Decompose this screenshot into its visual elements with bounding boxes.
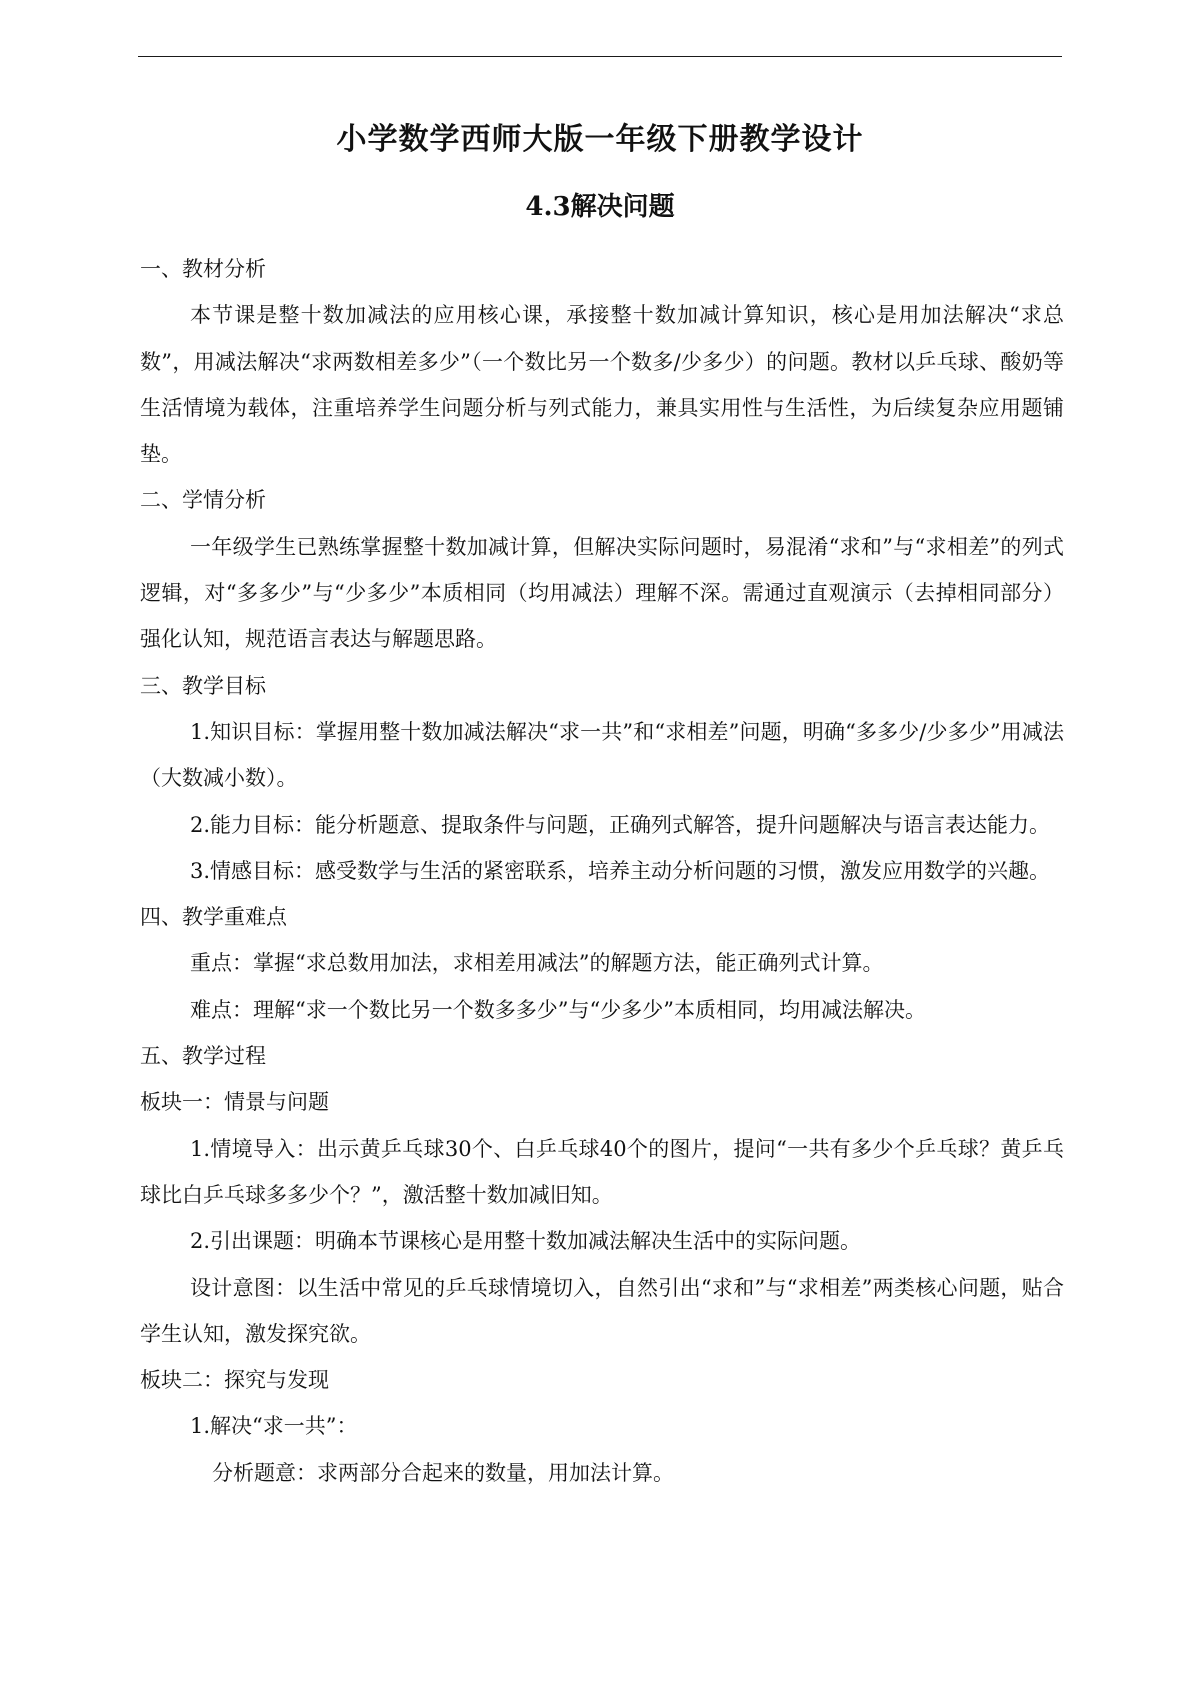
section-heading: 二、学情分析 — [140, 488, 266, 513]
section-heading: 四、教学重难点 — [140, 905, 287, 930]
paragraph: 1.情境导入：出示黄乒乓球30个、白乒乓球40个的图片，提问“一共有多少个乒乓球？黄乒乓球比白乒乓球多多少个？”，激活整十数加减旧知。 — [140, 1136, 1064, 1207]
paragraph: 分析题意：求两部分合起来的数量，用加法计算。 — [212, 1460, 674, 1485]
paragraph: 本节课是整十数加减法的应用核心课，承接整十数加减计算知识，核心是用加法解决“求总数”，用减法解决“求两数相差多少”（一个数比另一个数多/少多少）的问题。教材以乒乓球、酸奶等生活情境为载体，注重培养学生问题分析与列式能力，兼具实用性与生活性，为后续复杂应用题铺垫。 — [140, 303, 1064, 467]
paragraph: 2.引出课题：明确本节课核心是用整十数加减法解决生活中的实际问题。 — [190, 1229, 862, 1254]
section-heading: 三、教学目标 — [140, 673, 266, 698]
paragraph: 2.能力目标：能分析题意、提取条件与问题，正确列式解答，提升问题解决与语言表达能力。 — [190, 812, 1051, 837]
subsection-heading: 板块一：情景与问题 — [140, 1090, 329, 1115]
paragraph: 3.情感目标：感受数学与生活的紧密联系，培养主动分析问题的习惯，激发应用数学的兴趣。 — [190, 858, 1051, 883]
document-subtitle: 4.3解决问题 — [525, 192, 675, 222]
paragraph: 重点：掌握“求总数用加法，求相差用减法”的解题方法，能正确列式计算。 — [190, 951, 884, 976]
paragraph: 1.知识目标：掌握用整十数加减法解决“求一共”和“求相差”问题，明确“多多少/少多少”用减法（大数减小数）。 — [140, 719, 1064, 791]
header-rule — [138, 56, 1062, 57]
section-heading: 一、教材分析 — [140, 257, 266, 281]
document-title: 小学数学西师大版一年级下册教学设计 — [336, 122, 864, 157]
paragraph: 一年级学生已熟练掌握整十数加减计算，但解决实际问题时，易混淆“求和”与“求相差”的列式逻辑，对“多多少”与“少多少”本质相同（均用减法）理解不深。需通过直观演示（去掉相同部分）强化认知，规范语言表达与解题思路。 — [140, 534, 1064, 652]
subsection-heading: 板块二：探究与发现 — [140, 1368, 329, 1393]
section-heading: 五、教学过程 — [140, 1044, 266, 1069]
paragraph: 1.解决“求一共”： — [190, 1414, 358, 1439]
document-body — [140, 246, 1064, 1496]
paragraph: 设计意图：以生活中常见的乒乓球情境切入，自然引出“求和”与“求相差”两类核心问题，贴合学生认知，激发探究欲。 — [140, 1275, 1064, 1346]
paragraph: 难点：理解“求一个数比另一个数多多少”与“少多少”本质相同，均用减法解决。 — [190, 997, 926, 1022]
